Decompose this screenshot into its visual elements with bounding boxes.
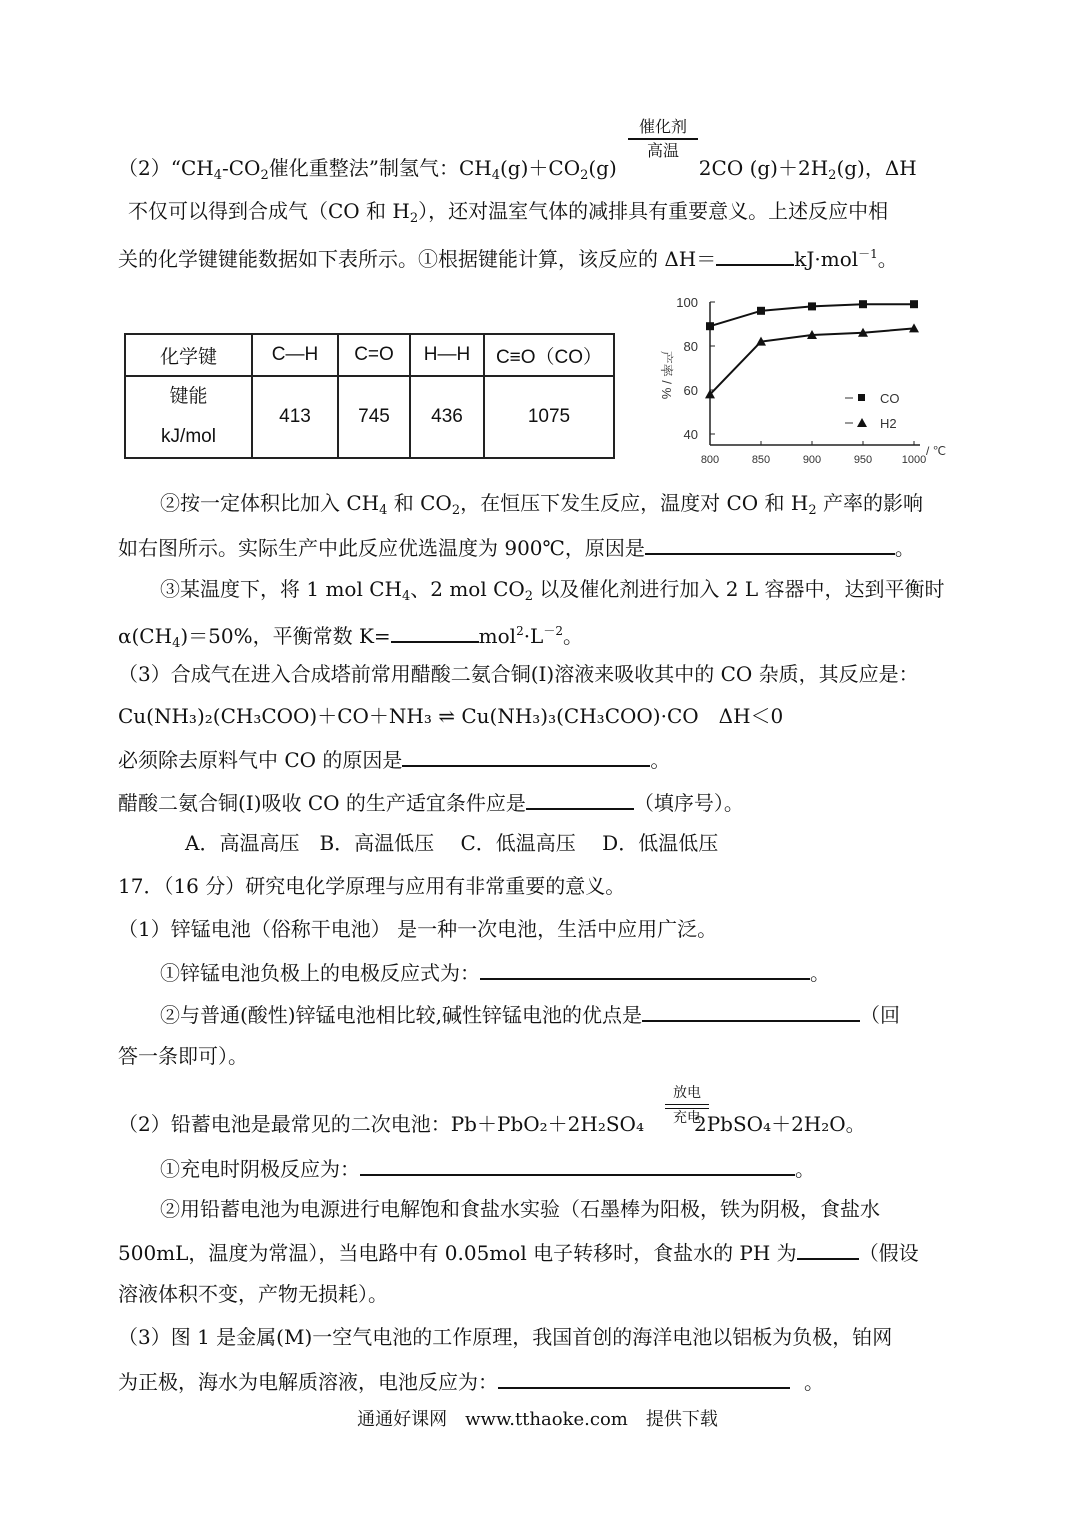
table-row: [125, 376, 614, 458]
answer-blank-K[interactable]: [391, 621, 479, 643]
condition-temperature: 高温: [646, 141, 679, 160]
data-point-CO: [706, 322, 714, 330]
yield-temperature-chart: [640, 290, 960, 475]
x-tick-label: 800: [700, 454, 720, 466]
table-cell: 1075: [484, 376, 614, 458]
x-tick-label: 1000: [901, 454, 927, 466]
answer-blank-deltaH[interactable]: [716, 244, 794, 266]
q17-2: （2）铅蓄电池是最常见的二次电池：Pb＋PbO₂＋2H₂SO₄ 2PbSO₄＋2H₂O。: [118, 1112, 866, 1136]
condition-discharge: 放电: [673, 1085, 701, 1101]
table-header-cell: C≡O（CO）: [484, 334, 614, 376]
page-footer: 通通好课网 www.tthaoke.com 提供下载: [357, 1409, 718, 1430]
q16-3-options: A．高温高压 B．高温低压 C．低温高压 D．低温低压: [185, 831, 719, 855]
bond-energy-table: [124, 333, 615, 459]
q17-1-2-cont: 答一条即可）。: [118, 1044, 248, 1068]
table-header-cell: C—H: [252, 334, 338, 376]
q17-1: （1）锌锰电池（俗称干电池） 是一种一次电池，生活中应用广泛。: [118, 917, 718, 941]
data-point-CO: [808, 302, 816, 310]
q16-3-line3: 必须除去原料气中 CO 的原因是 。: [118, 745, 670, 773]
q16-2-line2: 不仅可以得到合成气（CO 和 $H_2$），还对温室气体的减排具有重要意义。上述反应中相: [128, 199, 889, 226]
q16-2-part3-line1: ③某温度下，将 1 mol $CH_4$、2 mol $CO_2$ 以及催化剂进行加入 2 L 容器中，达到平衡时: [160, 577, 945, 604]
q16-3-equation: Cu(NH₃)₂(CH₃COO)＋CO＋NH₃ ⇌ Cu(NH₃)₃(CH₃COO)·CO ΔH＜0: [118, 704, 784, 728]
table-header-row: [125, 334, 614, 376]
x-tick-label: 950: [853, 454, 873, 466]
row-label: 键能 kJ/mol: [125, 376, 252, 458]
q17-2-2-line3: 溶液体积不变，产物无损耗）。: [118, 1282, 388, 1306]
q16-2-line1: $(2)“CH_4-CO_2$催化重整法”制氢气：$CH_4(g)+CO_2(g)$ 2CO $(g)+2H_2(g)$，ΔH: [118, 156, 917, 183]
data-point-CO: [859, 300, 867, 308]
q16-3-line1: （3）合成气在进入合成塔前常用醋酸二氨合铜(I)溶液来吸收其中的 CO 杂质，其反应是：: [118, 662, 919, 686]
q17-3: （3）图 1 是金属(M)一空气电池的工作原理，我国首创的海洋电池以铝板为负极，铂网: [118, 1325, 893, 1349]
legend-marker-H2: [857, 418, 867, 427]
answer-blank-condition[interactable]: [526, 788, 634, 810]
q16-2-part3-line2: $\alpha(CH_4)=50\%$，平衡常数 $K= mol^2\cdot L^{-2}$。: [118, 618, 583, 657]
legend-label: CO: [880, 391, 900, 406]
y-tick-label: 60: [683, 383, 698, 398]
answer-blank-battery-reaction[interactable]: [498, 1367, 790, 1389]
condition-charge: 充电: [673, 1110, 701, 1126]
y-tick-label: 40: [683, 427, 698, 442]
table-cell: 413: [252, 376, 338, 458]
y-axis-label: 产率 / %: [659, 350, 674, 400]
condition-catalyst: 催化剂: [628, 116, 698, 140]
data-point-CO: [910, 300, 918, 308]
answer-blank-reason-900[interactable]: [645, 533, 895, 555]
q17-title: 17．（16 分）研究电化学原理与应用有非常重要的意义。: [118, 874, 626, 898]
answer-blank-advantage[interactable]: [642, 1000, 860, 1022]
q17-2-2-line2: 500mL，温度为常温），当电路中有 0.05mol 电子转移时，食盐水的 PH 为 （假设: [118, 1238, 919, 1266]
table-header-cell: 化学键: [125, 334, 252, 376]
table-header-cell: H—H: [410, 334, 484, 376]
q17-1-2: ②与普通(酸性)锌锰电池相比较,碱性锌锰电池的优点是 （回: [160, 1000, 900, 1028]
answer-blank-negative-electrode[interactable]: [480, 958, 810, 980]
q17-2-1: ①充电时阴极反应为： 。: [160, 1154, 815, 1182]
q16-2-part2-line2: 如右图所示。实际生产中此反应优选温度为 900℃，原因是 。: [118, 533, 915, 561]
table-cell: 745: [338, 376, 410, 458]
x-tick-label: 850: [751, 454, 771, 466]
answer-blank-charging-cathode[interactable]: [360, 1154, 795, 1176]
y-tick-label: 80: [683, 339, 698, 354]
x-tick-label: 900: [802, 454, 822, 466]
q16-2-part2-line1: ②按一定体积比加入 $CH_4$ 和 $CO_2$，在恒压下发生反应，温度对 CO 和 $H_2$ 产率的影响: [160, 491, 923, 518]
table-cell: 436: [410, 376, 484, 458]
q17-3-line2: 为正极，海水为电解质溶液，电池反应为： 。: [118, 1367, 824, 1395]
x-axis-label: / ℃: [926, 444, 947, 458]
y-tick-label: 100: [676, 295, 698, 310]
answer-blank-co-reason[interactable]: [402, 745, 650, 767]
q16-2-line3: 关的化学键键能数据如下表所示。①根据键能计算，该反应的 ΔH＝ kJ·mol$^{-1}$。: [118, 241, 898, 272]
table-header-cell: C=O: [338, 334, 410, 376]
legend-marker-CO: [858, 394, 865, 401]
answer-blank-ph[interactable]: [797, 1238, 859, 1260]
legend-label: H2: [880, 416, 897, 431]
data-point-CO: [757, 307, 765, 315]
q17-2-2: ②用铅蓄电池为电源进行电解饱和食盐水实验（石墨棒为阳极，铁为阴极，食盐水: [160, 1197, 880, 1221]
q17-1-1: ①锌锰电池负极上的电极反应式为： 。: [160, 958, 830, 986]
q16-3-line4: 醋酸二氨合铜(I)吸收 CO 的生产适宜条件应是 （填序号）。: [118, 788, 744, 816]
